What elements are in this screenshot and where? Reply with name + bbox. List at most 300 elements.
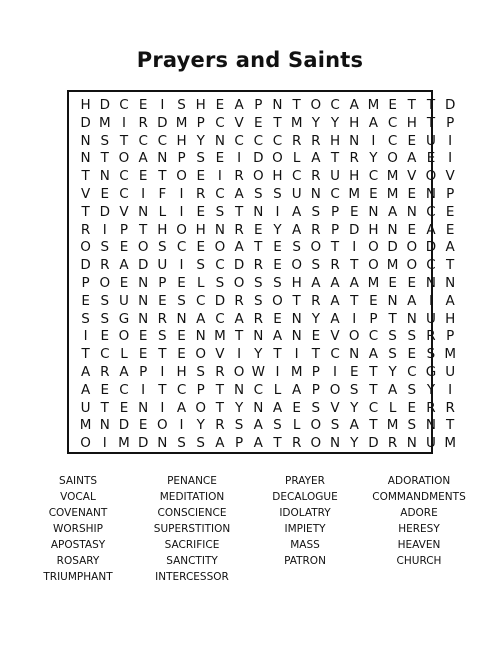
grid-letter: P: [158, 274, 167, 291]
grid-letter: E: [100, 381, 110, 398]
grid-letter: T: [369, 417, 378, 434]
grid-letter: I: [160, 97, 165, 113]
grid-letter: O: [348, 328, 360, 345]
grid-letter: A: [387, 381, 398, 398]
grid-letter: E: [196, 203, 205, 220]
grid-letter: R: [426, 328, 436, 345]
grid-letter: T: [81, 168, 90, 185]
grid-letter: D: [233, 257, 245, 274]
grid-letter: T: [330, 150, 340, 167]
grid-letter: E: [292, 399, 301, 416]
grid-letter: T: [292, 292, 301, 309]
grid-letter: C: [215, 257, 225, 274]
word-list-item: SAINTS: [58, 475, 98, 487]
grid-letter: C: [138, 132, 148, 149]
grid-letter: I: [141, 381, 146, 398]
grid-letter: I: [102, 221, 107, 238]
grid-letter: R: [80, 221, 91, 238]
grid-letter: C: [119, 97, 129, 113]
grid-letter: M: [386, 417, 399, 434]
grid-letter: Y: [388, 363, 397, 380]
grid-letter: N: [425, 417, 437, 434]
grid-letter: P: [311, 381, 320, 398]
grid-letter: I: [333, 363, 338, 380]
grid-letter: S: [100, 310, 110, 327]
grid-letter: R: [291, 435, 302, 452]
grid-letter: Y: [369, 150, 378, 167]
grid-row: [76, 150, 460, 168]
grid-letter: S: [273, 417, 282, 434]
grid-letter: O: [233, 274, 245, 291]
grid-letter: A: [349, 274, 359, 291]
grid-letter: H: [157, 221, 168, 238]
grid-letter: P: [81, 274, 90, 291]
grid-letter: D: [214, 292, 226, 309]
grid-letter: A: [234, 310, 244, 327]
grid-letter: P: [235, 435, 244, 452]
grid-letter: L: [196, 274, 205, 291]
word-list-item: ADORE: [400, 507, 438, 519]
grid-row: [76, 133, 460, 151]
grid-letter: C: [157, 132, 168, 149]
grid-letter: T: [407, 97, 416, 113]
grid-letter: O: [291, 257, 302, 274]
grid-letter: E: [349, 203, 359, 220]
word-list-item: MEDITATION: [159, 491, 225, 503]
grid-letter: T: [81, 203, 90, 220]
grid-letter: I: [160, 399, 165, 416]
grid-letter: A: [407, 292, 417, 309]
grid-letter: O: [214, 239, 226, 256]
grid-letter: A: [407, 150, 417, 167]
grid-letter: E: [407, 221, 417, 238]
grid-row: [76, 311, 460, 329]
grid-letter: I: [275, 363, 280, 380]
grid-letter: L: [292, 150, 301, 167]
grid-letter: A: [349, 417, 359, 434]
grid-letter: E: [407, 399, 417, 416]
grid-letter: C: [368, 399, 379, 416]
grid-letter: C: [215, 114, 225, 131]
grid-letter: N: [234, 381, 245, 398]
grid-letter: A: [234, 239, 244, 256]
grid-letter: P: [446, 185, 455, 202]
grid-letter: Y: [273, 221, 282, 238]
grid-letter: T: [215, 381, 225, 398]
grid-letter: E: [119, 239, 129, 256]
grid-letter: L: [292, 417, 301, 434]
grid-letter: M: [348, 185, 361, 202]
grid-letter: Y: [426, 381, 436, 398]
grid-letter: E: [369, 292, 378, 309]
grid-letter: T: [254, 239, 263, 256]
grid-letter: A: [368, 346, 379, 363]
grid-letter: N: [214, 132, 225, 149]
grid-letter: V: [330, 399, 340, 416]
grid-letter: M: [367, 274, 380, 291]
grid-letter: N: [272, 97, 283, 113]
grid-letter: S: [426, 346, 436, 363]
grid-letter: O: [310, 435, 322, 452]
word-list-item: WORSHIP: [53, 523, 103, 535]
grid-letter: D: [137, 435, 149, 452]
grid-letter: C: [234, 132, 244, 149]
grid-letter: A: [234, 185, 244, 202]
grid-letter: I: [428, 292, 433, 309]
grid-letter: N: [138, 310, 149, 327]
grid-letter: N: [138, 203, 149, 220]
grid-letter: A: [272, 328, 283, 345]
grid-letter: T: [350, 292, 359, 309]
grid-letter: O: [310, 239, 322, 256]
grid-letter: C: [368, 168, 379, 185]
grid-row: [76, 293, 460, 311]
grid-letter: C: [426, 203, 436, 220]
grid-letter: R: [100, 257, 110, 274]
grid-letter: N: [387, 292, 398, 309]
grid-letter: H: [368, 221, 379, 238]
grid-letter: S: [311, 257, 321, 274]
word-list-item: HERESY: [398, 523, 440, 535]
grid-letter: E: [215, 97, 225, 113]
grid-letter: I: [217, 168, 222, 185]
grid-letter: M: [386, 168, 399, 185]
grid-letter: S: [177, 292, 186, 309]
grid-letter: R: [196, 185, 206, 202]
grid-letter: T: [158, 168, 167, 185]
grid-letter: E: [388, 97, 397, 113]
grid-letter: O: [233, 363, 245, 380]
puzzle-title: Prayers and Saints: [136, 48, 364, 72]
grid-letter: Y: [311, 114, 320, 131]
word-list-item: IMPIETY: [284, 523, 326, 535]
grid-letter: U: [426, 132, 436, 149]
grid-letter: L: [273, 381, 282, 398]
grid-letter: M: [444, 346, 456, 363]
word-list-item: VOCAL: [60, 491, 96, 503]
grid-letter: E: [426, 150, 436, 167]
grid-letter: C: [119, 381, 129, 398]
grid-row: [76, 435, 460, 453]
grid-letter: A: [119, 257, 129, 274]
grid-row: [76, 364, 460, 382]
grid-letter: E: [254, 221, 263, 238]
grid-letter: H: [176, 132, 187, 149]
grid-letter: A: [330, 292, 340, 309]
word-list-item: CHURCH: [396, 555, 442, 567]
grid-row: [76, 382, 460, 400]
grid-row: [76, 346, 460, 364]
grid-letter: O: [118, 328, 130, 345]
grid-letter: T: [215, 399, 225, 416]
grid-letter: E: [100, 328, 110, 345]
grid-row: [76, 168, 460, 186]
grid-letter: E: [119, 274, 129, 291]
grid-letter: R: [215, 363, 225, 380]
grid-letter: H: [195, 97, 206, 113]
grid-letter: A: [119, 363, 129, 380]
grid-letter: I: [141, 185, 146, 202]
grid-letter: S: [330, 417, 340, 434]
grid-letter: I: [179, 417, 184, 434]
word-list-item: PENANCE: [167, 475, 217, 487]
grid-letter: A: [330, 274, 340, 291]
grid-letter: C: [387, 114, 398, 131]
grid-letter: T: [273, 435, 282, 452]
grid-letter: O: [387, 150, 398, 167]
grid-letter: C: [387, 132, 398, 149]
grid-letter: N: [406, 203, 417, 220]
grid-letter: A: [196, 310, 206, 327]
grid-letter: M: [290, 363, 303, 380]
grid-letter: C: [291, 168, 302, 185]
grid-letter: R: [330, 257, 340, 274]
grid-letter: S: [253, 274, 263, 291]
grid-letter: S: [234, 417, 244, 434]
grid-letter: S: [388, 346, 397, 363]
grid-letter: N: [253, 399, 264, 416]
grid-letter: O: [406, 239, 418, 256]
grid-letter: V: [234, 114, 244, 131]
grid-letter: T: [311, 346, 320, 363]
grid-letter: O: [425, 168, 437, 185]
grid-letter: O: [195, 346, 207, 363]
grid-letter: I: [352, 239, 357, 256]
grid-letter: R: [311, 221, 321, 238]
grid-letter: E: [407, 274, 417, 291]
grid-letter: P: [139, 363, 148, 380]
grid-letter: E: [445, 221, 455, 238]
grid-letter: N: [138, 399, 149, 416]
grid-letter: U: [426, 435, 436, 452]
grid-letter: I: [352, 310, 357, 327]
grid-letter: I: [121, 114, 126, 131]
word-list-item: INTERCESSOR: [155, 571, 229, 583]
grid-letter: D: [368, 435, 379, 452]
grid-letter: N: [406, 310, 417, 327]
grid-letter: N: [445, 274, 456, 291]
grid-letter: E: [177, 346, 186, 363]
grid-letter: E: [311, 328, 321, 345]
grid-letter: I: [237, 346, 242, 363]
word-list-item: MASS: [290, 539, 320, 551]
grid-letter: S: [196, 150, 205, 167]
grid-letter: M: [79, 417, 92, 434]
grid-letter: E: [158, 292, 167, 309]
grid-letter: P: [446, 114, 455, 131]
grid-letter: A: [292, 221, 302, 238]
grid-letter: E: [273, 310, 282, 327]
grid-letter: R: [234, 168, 244, 185]
grid-letter: D: [253, 150, 264, 167]
grid-letter: A: [445, 292, 455, 309]
word-list-item: APOSTASY: [50, 539, 106, 551]
grid-letter: L: [158, 203, 167, 220]
grid-letter: C: [272, 132, 283, 149]
grid-letter: A: [138, 150, 148, 167]
grid-letter: C: [368, 328, 379, 345]
grid-letter: L: [120, 346, 128, 363]
grid-letter: M: [98, 114, 111, 131]
grid-letter: P: [330, 203, 340, 220]
grid-letter: P: [196, 114, 205, 131]
grid-letter: D: [444, 97, 456, 113]
grid-letter: E: [119, 399, 129, 416]
grid-letter: V: [80, 185, 91, 202]
grid-letter: I: [237, 150, 242, 167]
grid-letter: C: [330, 97, 340, 113]
grid-letter: S: [349, 381, 359, 398]
grid-letter: M: [367, 97, 380, 113]
grid-letter: P: [196, 381, 205, 398]
grid-letter: L: [388, 399, 397, 416]
grid-letter: T: [273, 114, 282, 131]
grid-letter: T: [158, 346, 167, 363]
word-list-item: HEAVEN: [397, 539, 441, 551]
grid-letter: S: [196, 257, 205, 274]
grid-letter: I: [275, 203, 280, 220]
grid-letter: O: [406, 257, 418, 274]
grid-letter: N: [406, 435, 417, 452]
grid-letter: E: [273, 257, 282, 274]
grid-letter: S: [100, 132, 110, 149]
grid-letter: R: [253, 310, 263, 327]
grid-letter: N: [195, 328, 206, 345]
grid-letter: R: [311, 292, 321, 309]
grid-letter: C: [119, 168, 129, 185]
grid-letter: C: [215, 185, 225, 202]
grid-letter: Y: [254, 346, 263, 363]
grid-row: [76, 257, 460, 275]
grid-letter: S: [158, 328, 167, 345]
grid-letter: E: [388, 274, 397, 291]
grid-letter: N: [425, 274, 437, 291]
grid-letter: R: [157, 310, 168, 327]
grid-letter: N: [176, 310, 187, 327]
grid-letter: P: [330, 221, 340, 238]
grid-letter: R: [215, 417, 225, 434]
grid-letter: D: [99, 203, 110, 220]
grid-row: [76, 417, 460, 435]
grid-letter: H: [176, 363, 187, 380]
grid-letter: T: [350, 257, 359, 274]
grid-letter: S: [177, 97, 186, 113]
grid-letter: N: [99, 168, 110, 185]
grid-letter: I: [179, 257, 184, 274]
grid-letter: Y: [196, 132, 205, 149]
grid-letter: M: [386, 257, 399, 274]
letter-grid: [67, 90, 456, 454]
grid-letter: R: [445, 399, 455, 416]
grid-letter: P: [311, 363, 320, 380]
grid-letter: D: [80, 114, 91, 131]
grid-letter: Y: [330, 114, 340, 131]
grid-letter: T: [158, 381, 167, 398]
grid-letter: A: [215, 435, 225, 452]
grid-letter: T: [273, 346, 282, 363]
grid-letter: D: [80, 257, 91, 274]
grid-letter: S: [292, 239, 301, 256]
grid-letter: E: [81, 292, 90, 309]
grid-letter: O: [80, 239, 91, 256]
grid-letter: H: [406, 114, 417, 131]
grid-letter: O: [329, 381, 341, 398]
grid-letter: O: [176, 221, 187, 238]
grid-letter: T: [139, 221, 148, 238]
grid-row: [76, 239, 460, 257]
grid-letter: S: [407, 381, 417, 398]
grid-letter: Y: [350, 435, 359, 452]
grid-letter: E: [369, 185, 378, 202]
grid-letter: P: [446, 328, 455, 345]
grid-letter: C: [407, 363, 417, 380]
grid-letter: I: [448, 381, 453, 398]
grid-letter: N: [253, 203, 264, 220]
word-list-item: PATRON: [284, 555, 326, 567]
grid-letter: S: [100, 292, 110, 309]
grid-letter: A: [426, 221, 436, 238]
grid-letter: U: [426, 310, 436, 327]
grid-letter: S: [388, 328, 397, 345]
grid-letter: G: [425, 363, 437, 380]
grid-letter: S: [253, 292, 263, 309]
grid-letter: I: [448, 150, 453, 167]
grid-letter: O: [157, 417, 168, 434]
grid-letter: U: [445, 363, 456, 380]
grid-row: [76, 115, 460, 133]
grid-letter: T: [369, 381, 378, 398]
grid-letter: O: [80, 435, 91, 452]
grid-letter: M: [175, 114, 188, 131]
grid-letter: R: [426, 399, 436, 416]
grid-letter: N: [80, 132, 91, 149]
grid-letter: I: [102, 435, 107, 452]
word-list-item: CONSCIENCE: [157, 507, 227, 519]
grid-letter: S: [196, 435, 205, 452]
grid-letter: N: [349, 346, 360, 363]
grid-letter: E: [254, 114, 263, 131]
grid-letter: V: [330, 328, 340, 345]
grid-letter: N: [291, 328, 302, 345]
grid-letter: C: [215, 310, 225, 327]
grid-letter: A: [292, 203, 302, 220]
grid-row: [76, 275, 460, 293]
grid-letter: S: [177, 435, 186, 452]
grid-letter: E: [407, 185, 417, 202]
grid-letter: S: [81, 310, 90, 327]
grid-letter: R: [253, 257, 263, 274]
grid-letter: N: [349, 132, 360, 149]
grid-row: [76, 186, 460, 204]
grid-letter: O: [252, 168, 264, 185]
grid-letter: R: [311, 168, 321, 185]
grid-letter: U: [157, 257, 168, 274]
grid-letter: N: [157, 435, 168, 452]
grid-letter: O: [118, 150, 130, 167]
grid-letter: A: [272, 399, 283, 416]
grid-letter: H: [445, 310, 456, 327]
grid-letter: H: [195, 221, 206, 238]
grid-letter: T: [234, 328, 244, 345]
grid-letter: M: [214, 328, 226, 345]
grid-letter: V: [445, 168, 455, 185]
grid-letter: E: [138, 346, 148, 363]
grid-letter: M: [386, 185, 399, 202]
grid-letter: H: [349, 114, 360, 131]
grid-letter: V: [215, 346, 225, 363]
grid-letter: S: [311, 203, 321, 220]
grid-letter: A: [311, 150, 321, 167]
